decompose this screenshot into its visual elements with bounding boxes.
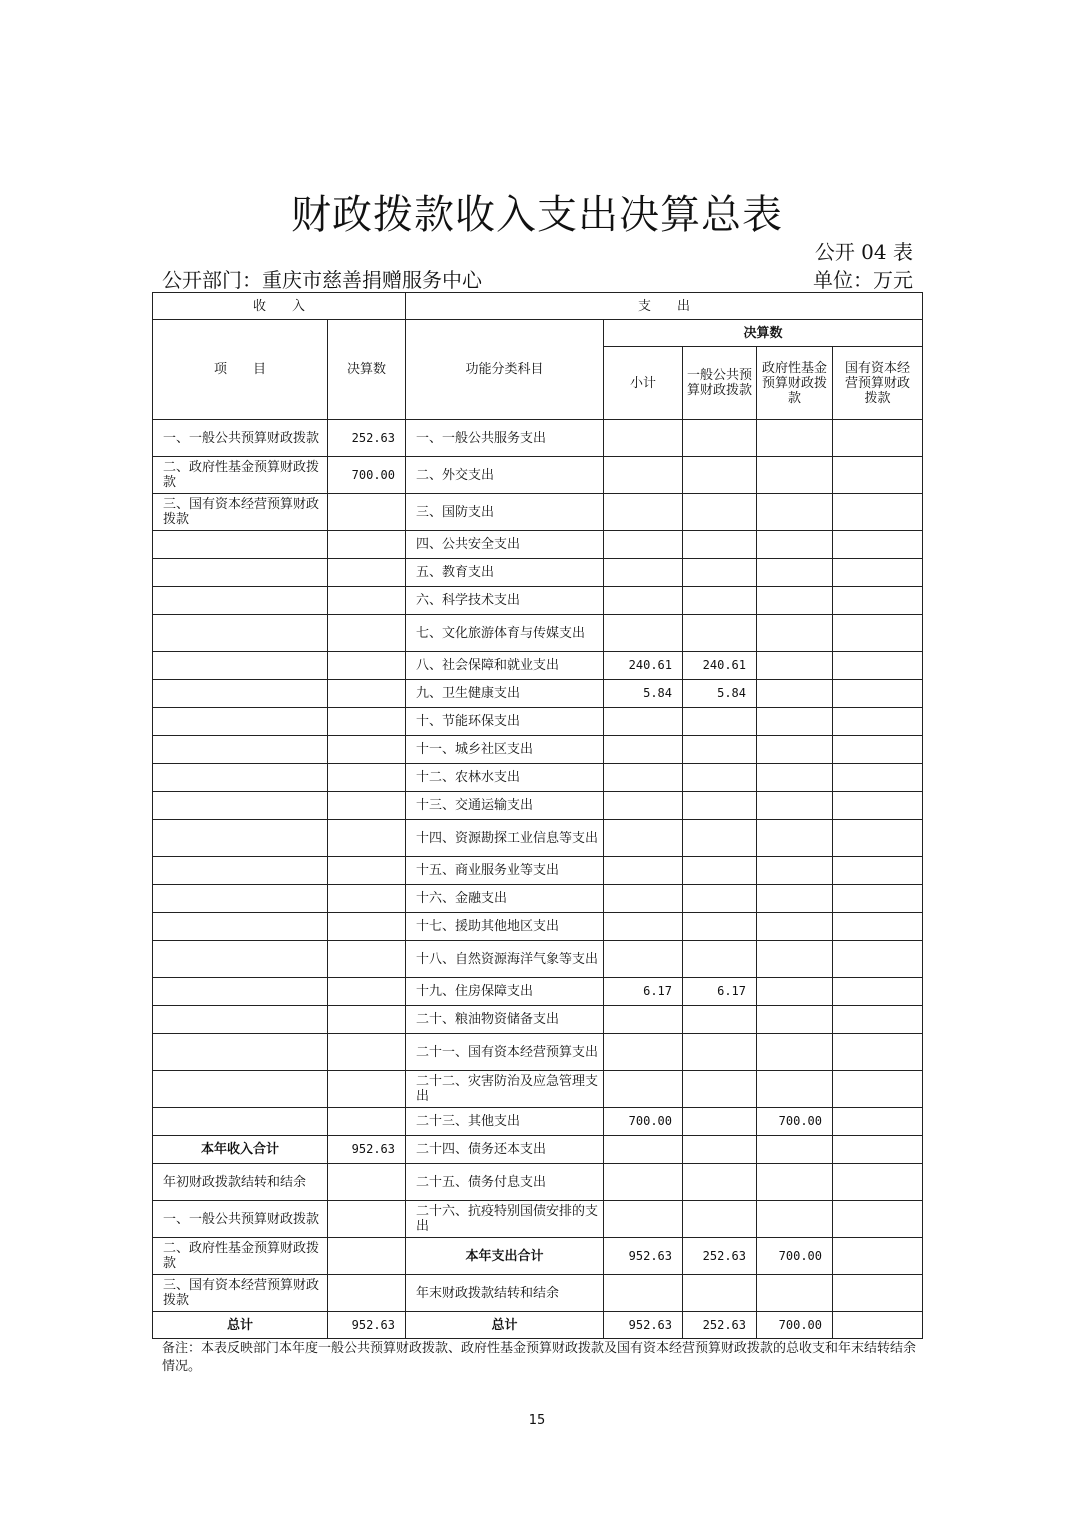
income-item-cell: [153, 792, 328, 820]
expense-func-cell: 七、文化旅游体育与传媒支出: [406, 615, 604, 652]
state-capital-cell: [833, 913, 923, 941]
expense-func-cell: 十四、资源勘探工业信息等支出: [406, 820, 604, 857]
income-item-cell: [153, 1108, 328, 1136]
expense-func-cell: 四、公共安全支出: [406, 531, 604, 559]
table-row: [153, 820, 923, 857]
gov-fund-column-header: 政府性基金预算财政拨款: [757, 347, 833, 420]
gov-fund-cell: [757, 708, 833, 736]
gov-fund-cell: [757, 1201, 833, 1238]
table-row: [153, 494, 923, 531]
expense-func-cell: 年末财政拨款结转和结余: [406, 1275, 604, 1312]
income-item-cell: [153, 531, 328, 559]
state-capital-cell: [833, 820, 923, 857]
table-row: [153, 1275, 923, 1312]
income-item-cell: 二、政府性基金预算财政拨款: [153, 457, 328, 494]
state-capital-cell: [833, 559, 923, 587]
general-budget-cell: [683, 708, 757, 736]
gov-fund-cell: [757, 1071, 833, 1108]
general-budget-cell: 252.63: [683, 1312, 757, 1339]
state-capital-column-header: 国有资本经营预算财政拨款: [833, 347, 923, 420]
state-capital-cell: [833, 1275, 923, 1312]
subtotal-cell: 240.61: [604, 652, 683, 680]
table-row: [153, 1201, 923, 1238]
state-capital-cell: [833, 615, 923, 652]
general-budget-cell: [683, 420, 757, 457]
income-amount-cell: [328, 1071, 406, 1108]
income-amount-cell: [328, 531, 406, 559]
general-budget-cell: 6.17: [683, 978, 757, 1006]
income-item-cell: [153, 708, 328, 736]
subtotal-cell: [604, 457, 683, 494]
expense-func-cell: 九、卫生健康支出: [406, 680, 604, 708]
subtotal-cell: [604, 1201, 683, 1238]
expense-func-cell: 十三、交通运输支出: [406, 792, 604, 820]
income-amount-cell: [328, 941, 406, 978]
gov-fund-cell: [757, 531, 833, 559]
subtotal-cell: [604, 559, 683, 587]
gov-fund-cell: [757, 420, 833, 457]
table-row: [153, 1312, 923, 1339]
income-amount-cell: [328, 587, 406, 615]
subtotal-cell: [604, 420, 683, 457]
general-budget-cell: [683, 587, 757, 615]
table-row: [153, 736, 923, 764]
subtotal-cell: [604, 1275, 683, 1312]
income-amount-cell: [328, 1201, 406, 1238]
gov-fund-cell: [757, 857, 833, 885]
expense-func-cell: 八、社会保障和就业支出: [406, 652, 604, 680]
gov-fund-cell: [757, 1006, 833, 1034]
table-row: [153, 1034, 923, 1071]
expense-func-cell: 二十六、抗疫特别国债安排的支出: [406, 1201, 604, 1238]
table-row: [153, 652, 923, 680]
subtotal-cell: [604, 615, 683, 652]
subtotal-cell: [604, 1071, 683, 1108]
income-item-cell: 三、国有资本经营预算财政拨款: [153, 494, 328, 531]
state-capital-cell: [833, 1164, 923, 1201]
table-row: [153, 857, 923, 885]
table-row: [153, 615, 923, 652]
gov-fund-cell: [757, 457, 833, 494]
subtotal-cell: [604, 1034, 683, 1071]
state-capital-cell: [833, 1006, 923, 1034]
expense-func-cell: 一、一般公共服务支出: [406, 420, 604, 457]
general-budget-cell: [683, 531, 757, 559]
subtotal-cell: [604, 941, 683, 978]
unit-label: 单位：万元: [813, 268, 913, 292]
general-budget-cell: [683, 1006, 757, 1034]
gov-fund-cell: [757, 764, 833, 792]
subtotal-cell: 5.84: [604, 680, 683, 708]
gov-fund-cell: [757, 652, 833, 680]
income-amount-cell: [328, 820, 406, 857]
expense-func-cell: 六、科学技术支出: [406, 587, 604, 615]
income-item-cell: [153, 913, 328, 941]
subtotal-cell: [604, 820, 683, 857]
income-amount-cell: [328, 1164, 406, 1201]
subtotal-cell: [604, 494, 683, 531]
general-budget-cell: 252.63: [683, 1238, 757, 1275]
expense-func-cell: 二、外交支出: [406, 457, 604, 494]
general-budget-cell: [683, 615, 757, 652]
income-item-cell: 年初财政拨款结转和结余: [153, 1164, 328, 1201]
table-row: [153, 457, 923, 494]
gov-fund-cell: [757, 1164, 833, 1201]
state-capital-cell: [833, 708, 923, 736]
expense-func-cell: 二十五、债务付息支出: [406, 1164, 604, 1201]
state-capital-cell: [833, 457, 923, 494]
form-number: 公开 04 表: [814, 240, 913, 264]
expense-func-cell: 十八、自然资源海洋气象等支出: [406, 941, 604, 978]
page-title: 财政拨款收入支出决算总表: [291, 192, 783, 238]
table-row: [153, 680, 923, 708]
income-amount-cell: [328, 885, 406, 913]
table-row: [153, 885, 923, 913]
income-item-cell: [153, 736, 328, 764]
state-capital-cell: [833, 1136, 923, 1164]
income-amount-cell: 952.63: [328, 1136, 406, 1164]
subtotal-cell: [604, 1164, 683, 1201]
state-capital-cell: [833, 736, 923, 764]
subtotal-cell: [604, 764, 683, 792]
income-amount-cell: [328, 1108, 406, 1136]
general-budget-cell: 5.84: [683, 680, 757, 708]
income-amount-cell: [328, 1238, 406, 1275]
income-item-cell: [153, 1006, 328, 1034]
table-row: [153, 531, 923, 559]
gov-fund-cell: [757, 913, 833, 941]
gov-fund-cell: [757, 1034, 833, 1071]
income-item-cell: 二、政府性基金预算财政拨款: [153, 1238, 328, 1275]
subtotal-cell: [604, 913, 683, 941]
expense-header: 支 出: [406, 293, 923, 320]
income-item-cell: [153, 652, 328, 680]
gov-fund-cell: [757, 941, 833, 978]
general-budget-cell: [683, 857, 757, 885]
gov-fund-cell: [757, 885, 833, 913]
subtotal-cell: [604, 708, 683, 736]
subtotal-column-header: 小计: [604, 347, 683, 420]
income-item-cell: 三、国有资本经营预算财政拨款: [153, 1275, 328, 1312]
state-capital-cell: [833, 1108, 923, 1136]
general-budget-cell: [683, 1071, 757, 1108]
subtotal-cell: [604, 736, 683, 764]
subtotal-cell: [604, 531, 683, 559]
general-budget-cell: [683, 494, 757, 531]
table-row: [153, 764, 923, 792]
subtotal-cell: 6.17: [604, 978, 683, 1006]
income-item-cell: [153, 820, 328, 857]
income-amount-cell: [328, 1006, 406, 1034]
income-amount-cell: [328, 1034, 406, 1071]
state-capital-cell: [833, 420, 923, 457]
general-budget-cell: [683, 1164, 757, 1201]
subtotal-cell: [604, 792, 683, 820]
expense-func-cell: 十六、金融支出: [406, 885, 604, 913]
expense-func-cell: 本年支出合计: [406, 1238, 604, 1275]
income-amount-cell: [328, 494, 406, 531]
gov-fund-cell: 700.00: [757, 1108, 833, 1136]
gov-fund-cell: [757, 820, 833, 857]
general-budget-cell: [683, 1275, 757, 1312]
expense-func-cell: 三、国防支出: [406, 494, 604, 531]
subtotal-cell: 700.00: [604, 1108, 683, 1136]
expense-func-cell: 二十二、灾害防治及应急管理支出: [406, 1071, 604, 1108]
general-budget-cell: [683, 457, 757, 494]
income-amount-cell: [328, 1275, 406, 1312]
income-header: 收 入: [153, 293, 406, 320]
state-capital-cell: [833, 652, 923, 680]
gov-fund-cell: [757, 615, 833, 652]
income-item-cell: [153, 559, 328, 587]
table-row: [153, 792, 923, 820]
gov-fund-cell: [757, 792, 833, 820]
table-row: [153, 1071, 923, 1108]
gov-fund-cell: [757, 494, 833, 531]
item-column-header: 项 目: [153, 320, 328, 420]
state-capital-cell: [833, 531, 923, 559]
income-item-cell: 一、一般公共预算财政拨款: [153, 1201, 328, 1238]
gov-fund-cell: [757, 587, 833, 615]
gov-fund-cell: [757, 736, 833, 764]
state-capital-cell: [833, 1238, 923, 1275]
gov-fund-cell: [757, 680, 833, 708]
state-capital-cell: [833, 792, 923, 820]
gov-fund-cell: 700.00: [757, 1312, 833, 1339]
gov-fund-cell: 700.00: [757, 1238, 833, 1275]
func-category-column-header: 功能分类科目: [406, 320, 604, 420]
income-amount-cell: 252.63: [328, 420, 406, 457]
gov-fund-cell: [757, 978, 833, 1006]
expense-func-cell: 十、节能环保支出: [406, 708, 604, 736]
income-item-cell: [153, 615, 328, 652]
income-amount-cell: [328, 680, 406, 708]
table-row: [153, 1006, 923, 1034]
general-budget-cell: [683, 913, 757, 941]
expense-func-cell: 二十一、国有资本经营预算支出: [406, 1034, 604, 1071]
table-row: [153, 587, 923, 615]
table-row: [153, 941, 923, 978]
income-amount-cell: [328, 652, 406, 680]
gov-fund-cell: [757, 1275, 833, 1312]
table-row: [153, 420, 923, 457]
general-budget-cell: [683, 736, 757, 764]
budget-summary-table: [152, 292, 923, 1339]
expense-func-cell: 十二、农林水支出: [406, 764, 604, 792]
page-number: 15: [528, 1413, 546, 1428]
department-label: 公开部门：重庆市慈善捐赠服务中心: [162, 268, 482, 292]
income-amount-cell: [328, 978, 406, 1006]
expense-func-cell: 十一、城乡社区支出: [406, 736, 604, 764]
income-amount-cell: [328, 857, 406, 885]
general-budget-cell: [683, 1136, 757, 1164]
general-budget-cell: [683, 1034, 757, 1071]
income-item-cell: [153, 857, 328, 885]
income-amount-cell: 952.63: [328, 1312, 406, 1339]
subtotal-cell: [604, 885, 683, 913]
state-capital-cell: [833, 978, 923, 1006]
subtotal-cell: 952.63: [604, 1312, 683, 1339]
state-capital-cell: [833, 1312, 923, 1339]
final-amount-header: 决算数: [604, 320, 923, 347]
state-capital-cell: [833, 680, 923, 708]
gov-fund-cell: [757, 1136, 833, 1164]
state-capital-cell: [833, 587, 923, 615]
income-item-cell: [153, 764, 328, 792]
table-row: [153, 1164, 923, 1201]
state-capital-cell: [833, 1034, 923, 1071]
subtotal-cell: [604, 1006, 683, 1034]
income-item-cell: [153, 587, 328, 615]
state-capital-cell: [833, 494, 923, 531]
income-amount-cell: [328, 792, 406, 820]
expense-func-cell: 十五、商业服务业等支出: [406, 857, 604, 885]
expense-func-cell: 五、教育支出: [406, 559, 604, 587]
table-row: [153, 1136, 923, 1164]
state-capital-cell: [833, 1071, 923, 1108]
table-row: [153, 978, 923, 1006]
state-capital-cell: [833, 941, 923, 978]
state-capital-cell: [833, 885, 923, 913]
income-item-cell: [153, 1071, 328, 1108]
subtotal-cell: [604, 1136, 683, 1164]
table-row: [153, 708, 923, 736]
general-budget-column-header: 一般公共预算财政拨款: [683, 347, 757, 420]
income-item-cell: 一、一般公共预算财政拨款: [153, 420, 328, 457]
expense-func-cell: 十九、住房保障支出: [406, 978, 604, 1006]
table-row: [153, 559, 923, 587]
general-budget-cell: [683, 885, 757, 913]
subtotal-cell: [604, 857, 683, 885]
income-item-cell: 总计: [153, 1312, 328, 1339]
income-item-cell: 本年收入合计: [153, 1136, 328, 1164]
general-budget-cell: [683, 941, 757, 978]
table-row: [153, 913, 923, 941]
general-budget-cell: [683, 1201, 757, 1238]
income-item-cell: [153, 680, 328, 708]
expense-func-cell: 二十四、债务还本支出: [406, 1136, 604, 1164]
expense-func-cell: 总计: [406, 1312, 604, 1339]
expense-func-cell: 十七、援助其他地区支出: [406, 913, 604, 941]
income-amount-cell: [328, 615, 406, 652]
income-amount-cell: [328, 736, 406, 764]
income-item-cell: [153, 978, 328, 1006]
general-budget-cell: [683, 559, 757, 587]
expense-func-cell: 二十三、其他支出: [406, 1108, 604, 1136]
gov-fund-cell: [757, 559, 833, 587]
expense-func-cell: 二十、粮油物资储备支出: [406, 1006, 604, 1034]
income-amount-cell: 700.00: [328, 457, 406, 494]
income-amount-cell: [328, 559, 406, 587]
amount-column-header: 决算数: [328, 320, 406, 420]
general-budget-cell: [683, 820, 757, 857]
state-capital-cell: [833, 857, 923, 885]
table-row: [153, 1238, 923, 1275]
general-budget-cell: [683, 1108, 757, 1136]
subtotal-cell: [604, 587, 683, 615]
income-item-cell: [153, 885, 328, 913]
state-capital-cell: [833, 1201, 923, 1238]
general-budget-cell: [683, 792, 757, 820]
table-row: [153, 1108, 923, 1136]
general-budget-cell: 240.61: [683, 652, 757, 680]
income-amount-cell: [328, 708, 406, 736]
income-item-cell: [153, 941, 328, 978]
income-amount-cell: [328, 913, 406, 941]
footnote: 备注：本表反映部门本年度一般公共预算财政拨款、政府性基金预算财政拨款及国有资本经营预算财政拨款的总收支和年末结转结余情况。: [162, 1341, 917, 1374]
subtotal-cell: 952.63: [604, 1238, 683, 1275]
income-item-cell: [153, 1034, 328, 1071]
general-budget-cell: [683, 764, 757, 792]
income-amount-cell: [328, 764, 406, 792]
state-capital-cell: [833, 764, 923, 792]
